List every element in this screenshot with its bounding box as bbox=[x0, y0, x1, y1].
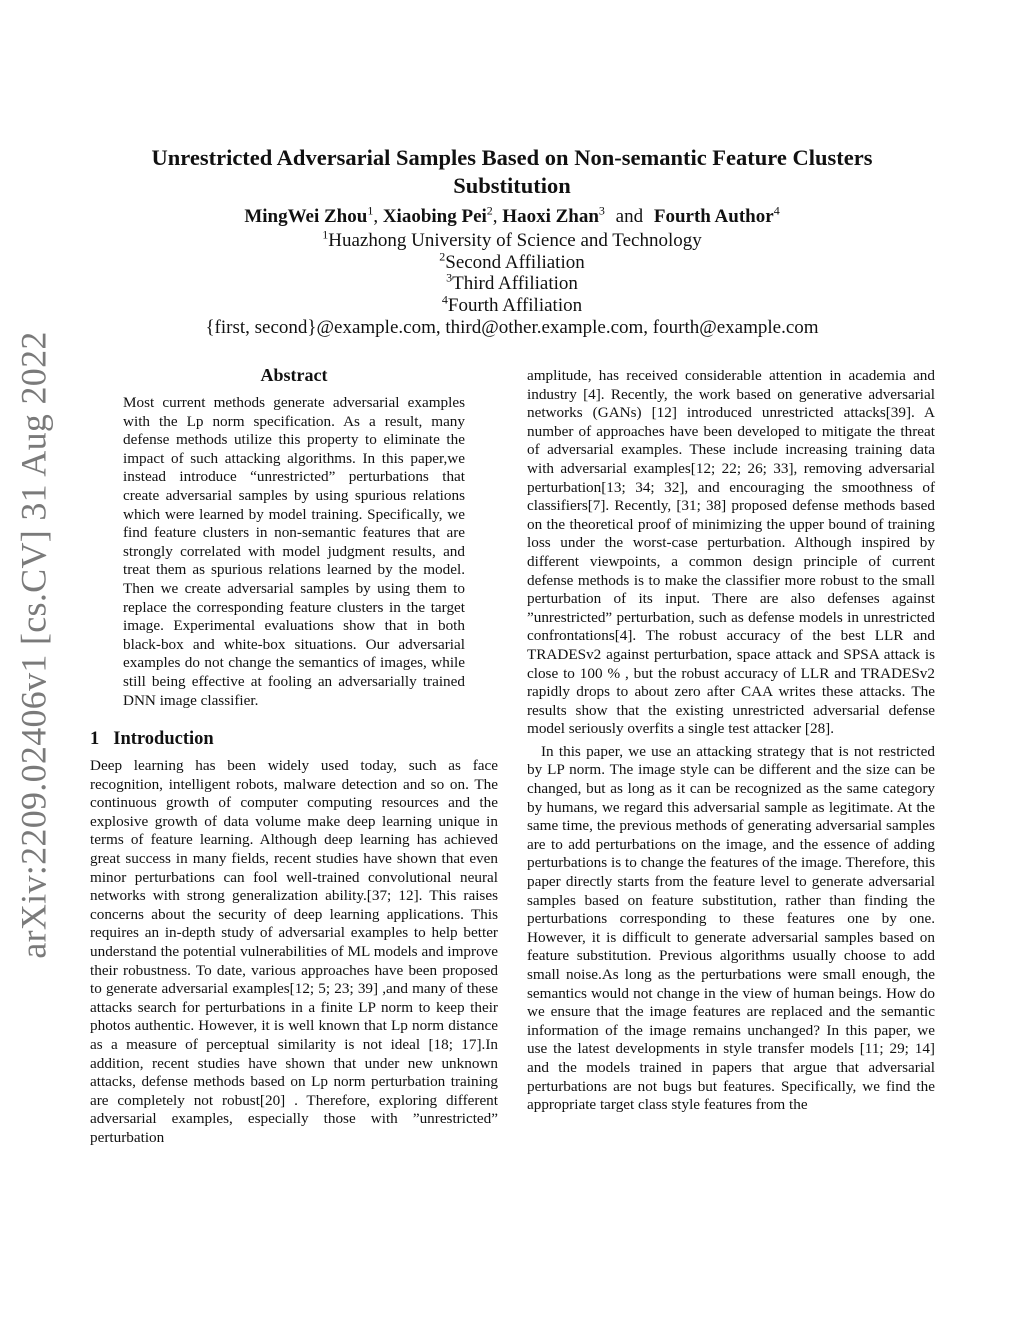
author-emails: {first, second}@example.com, third@other.example.com, fourth@example.com bbox=[205, 317, 819, 338]
author-name: Haoxi Zhan bbox=[502, 206, 599, 227]
abstract-heading: Abstract bbox=[260, 365, 328, 385]
intro-paragraph: Deep learning has been widely used today, such as face recognition, intelligent robots, malware detection and so on. The continuous growth of computer computing resources and the explosive growth of data volume make deep learning unique in terms of feature learning. Although deep learning has achieved great success in many fields, recent studies have shown that even minor perturbations can fool well-trained convolutional neural networks with strong generalization ability.[37; 12]. This raises concerns about the security of deep learning applications. This requires an in-depth study of adversarial examples to help better understand the potential vulnerabilities of ML models and improve their robustness. To date, various approaches have been proposed to generate adversarial examples[12; 5; 23; 39] ,and many of these attacks search for perturbations in a finite LP norm to keep their photos authentic. However, it is well known that Lp norm distance as a measure of perceptual similarity is not ideal [18; 17].In addition, recent studies have shown that under new unknown attacks, defense methods based on Lp norm perturbation training are completely not robust[20] . Therefore, exploring different adversarial examples, especially those with ”unrestricted” perturbation bbox=[90, 757, 498, 1146]
author-sup: 3 bbox=[598, 203, 605, 218]
section-heading bbox=[90, 728, 498, 750]
intro-paragraph: In this paper, we use an attacking strategy that is not restricted by LP norm. The image style can be different and the size can be changed, but as long as it can be recognized as the same category by humans, we regard this adversarial sample as legitimate. At the same time, the previous methods of generating adversarial samples are to add perturbations on the image, and the essence of adding perturbations is to change the features of the image. Therefore, this paper directly starts from the feature level to generate adversarial samples based on feature substitution, rather than finding the perturbations corresponding to these features one by one. However, it is difficult to generate adversarial samples based on feature substitution. Previous algorithms usually choose to add small noise.As long as the perturbations were small enough, the semantics would not change in the view of human beings. How do we ensure that the image features are replaced and the semantic information of the image remains unchanged? In this paper, we use the latest developments in style transfer models [11; 29; 14] and the models trained in papers that argue that adversarial perturbations are not bugs but features. Specifically, we find the appropriate target class style features from the bbox=[527, 742, 935, 1114]
arxiv-identifier-text: arXiv:2209.02406v1 [cs.CV] 31 Aug 2022 bbox=[14, 331, 55, 959]
author-sup: 2 bbox=[486, 203, 493, 218]
right-column bbox=[527, 367, 935, 1115]
paper-title: Unrestricted Adversarial Samples Based on Non-semantic Feature Clusters Substitution bbox=[151, 145, 873, 198]
author-name: MingWei Zhou bbox=[244, 206, 368, 227]
section-title: Introduction bbox=[113, 729, 214, 750]
author-name: Fourth Author bbox=[653, 206, 774, 227]
intro-paragraph-continued: amplitude, has received considerable attention in academia and industry [4]. Recently, the work based on generative adversarial networks (GANs) [12] introduced unrestricted attacks[39]. A number of approaches have been developed to mitigate the threat of adversarial examples. These include increasing training data with adversarial examples[12; 22; 26; 33], removing adversarial perturbation[13; 34; 32], and encouraging the smoothness of classifiers[7]. Recently, [31; 38] proposed defense methods based on the theoretical proof of minimizing the upper bound of training loss under the worst-case perturbation. Although inspired by different viewpoints, a common design principle of current defense methods is to make the classifier more robust to the small perturbation of its input. There are also defenses against ”unrestricted” perturbation, such as defense models in unrestricted confrontations[4]. The robust accuracy of the best LLR and TRADESv2 against perturbation, space attack and SPSA attack is close to 100 % , but the robust accuracy of LLR and TRADESv2 rapidly drops to about zero after CAA writes these attacks. The results show that the existing unrestricted adversarial defense model seriously overfits a single test attacker [28]. bbox=[527, 367, 935, 738]
author-and: and bbox=[615, 206, 644, 227]
left-column bbox=[90, 364, 498, 1148]
affiliation: $^4$Fourth Affiliation bbox=[441, 292, 583, 316]
arxiv-identifier bbox=[4, 331, 64, 959]
author-sup: 4 bbox=[773, 203, 780, 218]
paper-header bbox=[100, 144, 924, 340]
abstract-text: Most current methods generate adversarial examples with the Lp norm specification. As a result, many defense methods utilize this property to eliminate the impact of such attacking algorithms. In this paper,we instead introduce “unrestricted” perturbations that create adversarial samples by using spurious relations which were learned by model training. Specifically, we find feature clusters in non-semantic features that are strongly correlated with model judgment results, and treat them as spurious relations learned by the model. Then we create adversarial samples by using them to replace the corresponding feature clusters in the target image. Experimental evaluations show that in both black-box and white-box situations. Our adversarial examples do not change the semantics of images, while still being effective at fooling an adversarially trained DNN image classifier. bbox=[123, 394, 465, 709]
author-name: Xiaobing Pei bbox=[382, 206, 487, 227]
author-list: MingWei Zhou$^1$, Xiaobing Pei$^2$, Haoxi Zhan$^3$ and Fourth Author$^4$ bbox=[244, 203, 780, 227]
section-number: 1 bbox=[90, 729, 100, 750]
affiliation: $^2$Second Affiliation bbox=[439, 249, 585, 273]
affiliation: $^1$Huazhong University of Science and Technology bbox=[322, 227, 702, 251]
author-sup: 1 bbox=[367, 203, 374, 218]
affiliation: $^3$Third Affiliation bbox=[446, 270, 578, 294]
